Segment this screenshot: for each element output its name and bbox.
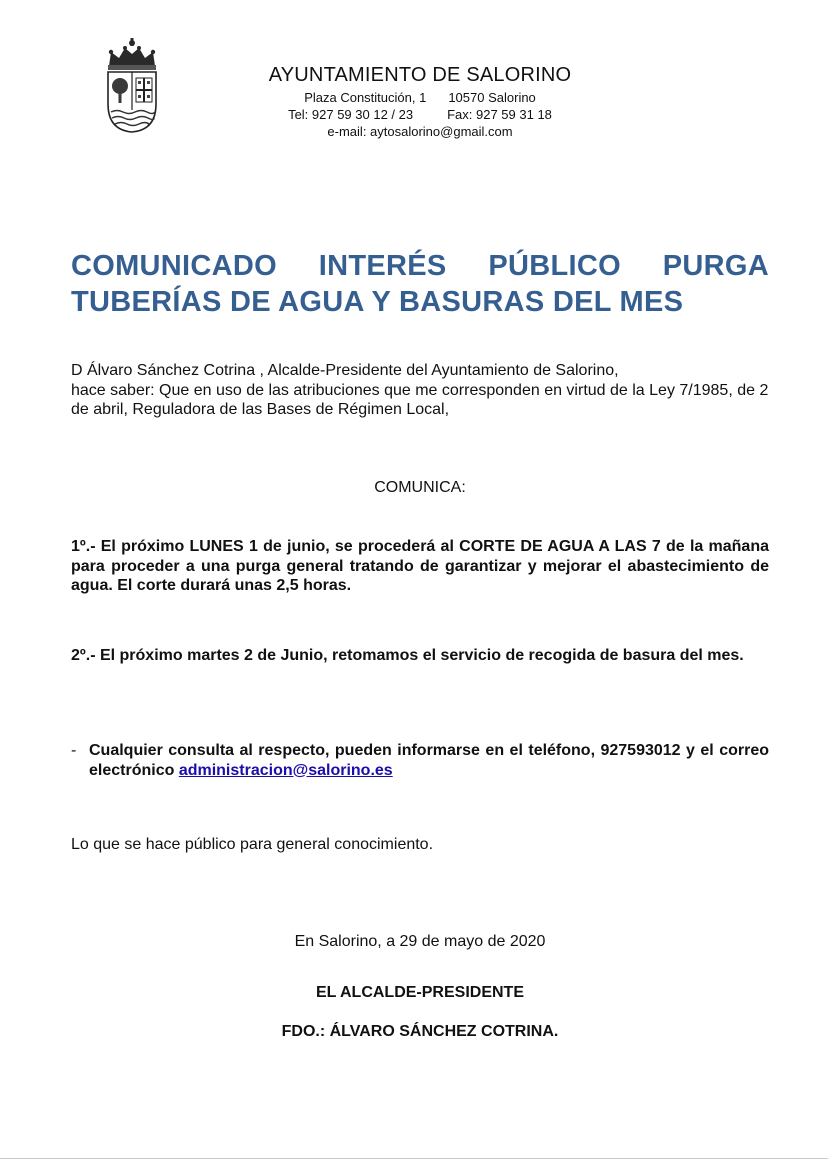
signature-role: EL ALCALDE-PRESIDENTE [315, 984, 524, 1001]
org-address: Plaza Constitución, 1 [304, 90, 427, 105]
municipal-crest-icon [103, 36, 161, 134]
contact-text-tail: electrónico [89, 761, 175, 779]
contact-email-link[interactable]: administracion@salorino.es [178, 761, 393, 779]
org-tel: Tel: 927 59 30 12 / 23 [288, 107, 414, 122]
intro-line-1: D Álvaro Sánchez Cotrina , Alcalde-Presidente del Ayuntamiento de Salorino, [71, 362, 619, 379]
page-bottom-divider [0, 1158, 828, 1159]
org-phone-line [210, 107, 630, 122]
contact-text: Cualquier consulta al respecto, pueden informarse en el teléfono, 927593012 y el correo [89, 742, 769, 759]
document-title: COMUNICADO INTERÉS PÚBLICO PURGA TUBERÍAS DE AGUA Y BASURAS DEL MES [71, 250, 769, 318]
intro-line-2: hace saber: Que en uso de las atribuciones que me corresponden en virtud de la Ley 7/1985, de 2 de abril, Reguladora de las Bases de Régimen Local, [71, 381, 769, 418]
org-address-line [210, 90, 630, 105]
intro-paragraph [71, 361, 769, 420]
org-fax: Fax: 927 59 31 18 [447, 107, 552, 122]
closing-statement: Lo que se hace público para general conocimiento. [71, 836, 434, 853]
date-line: En Salorino, a 29 de mayo de 2020 [294, 933, 546, 950]
notice-item-water-cut: 1º.- El próximo LUNES 1 de junio, se procederá al CORTE DE AGUA A LAS 7 de la mañana para proceder a una purga general tratando de garantizar y mejorar el abastecimiento de agua. El corte durará unas 2,5 horas. [71, 538, 769, 594]
contact-bullet [71, 741, 769, 780]
bullet-dash: - [71, 742, 77, 759]
signature-name: FDO.: ÁLVARO SÁNCHEZ COTRINA. [281, 1023, 559, 1040]
org-name: AYUNTAMIENTO DE SALORINO [268, 64, 572, 86]
org-email: e-mail: aytosalorino@gmail.com [327, 124, 513, 139]
comunica-heading: COMUNICA: [374, 479, 466, 496]
org-postal: 10570 Salorino [448, 90, 536, 105]
notice-item-garbage: 2º.- El próximo martes 2 de Junio, retomamos el servicio de recogida de basura del mes. [71, 647, 744, 664]
